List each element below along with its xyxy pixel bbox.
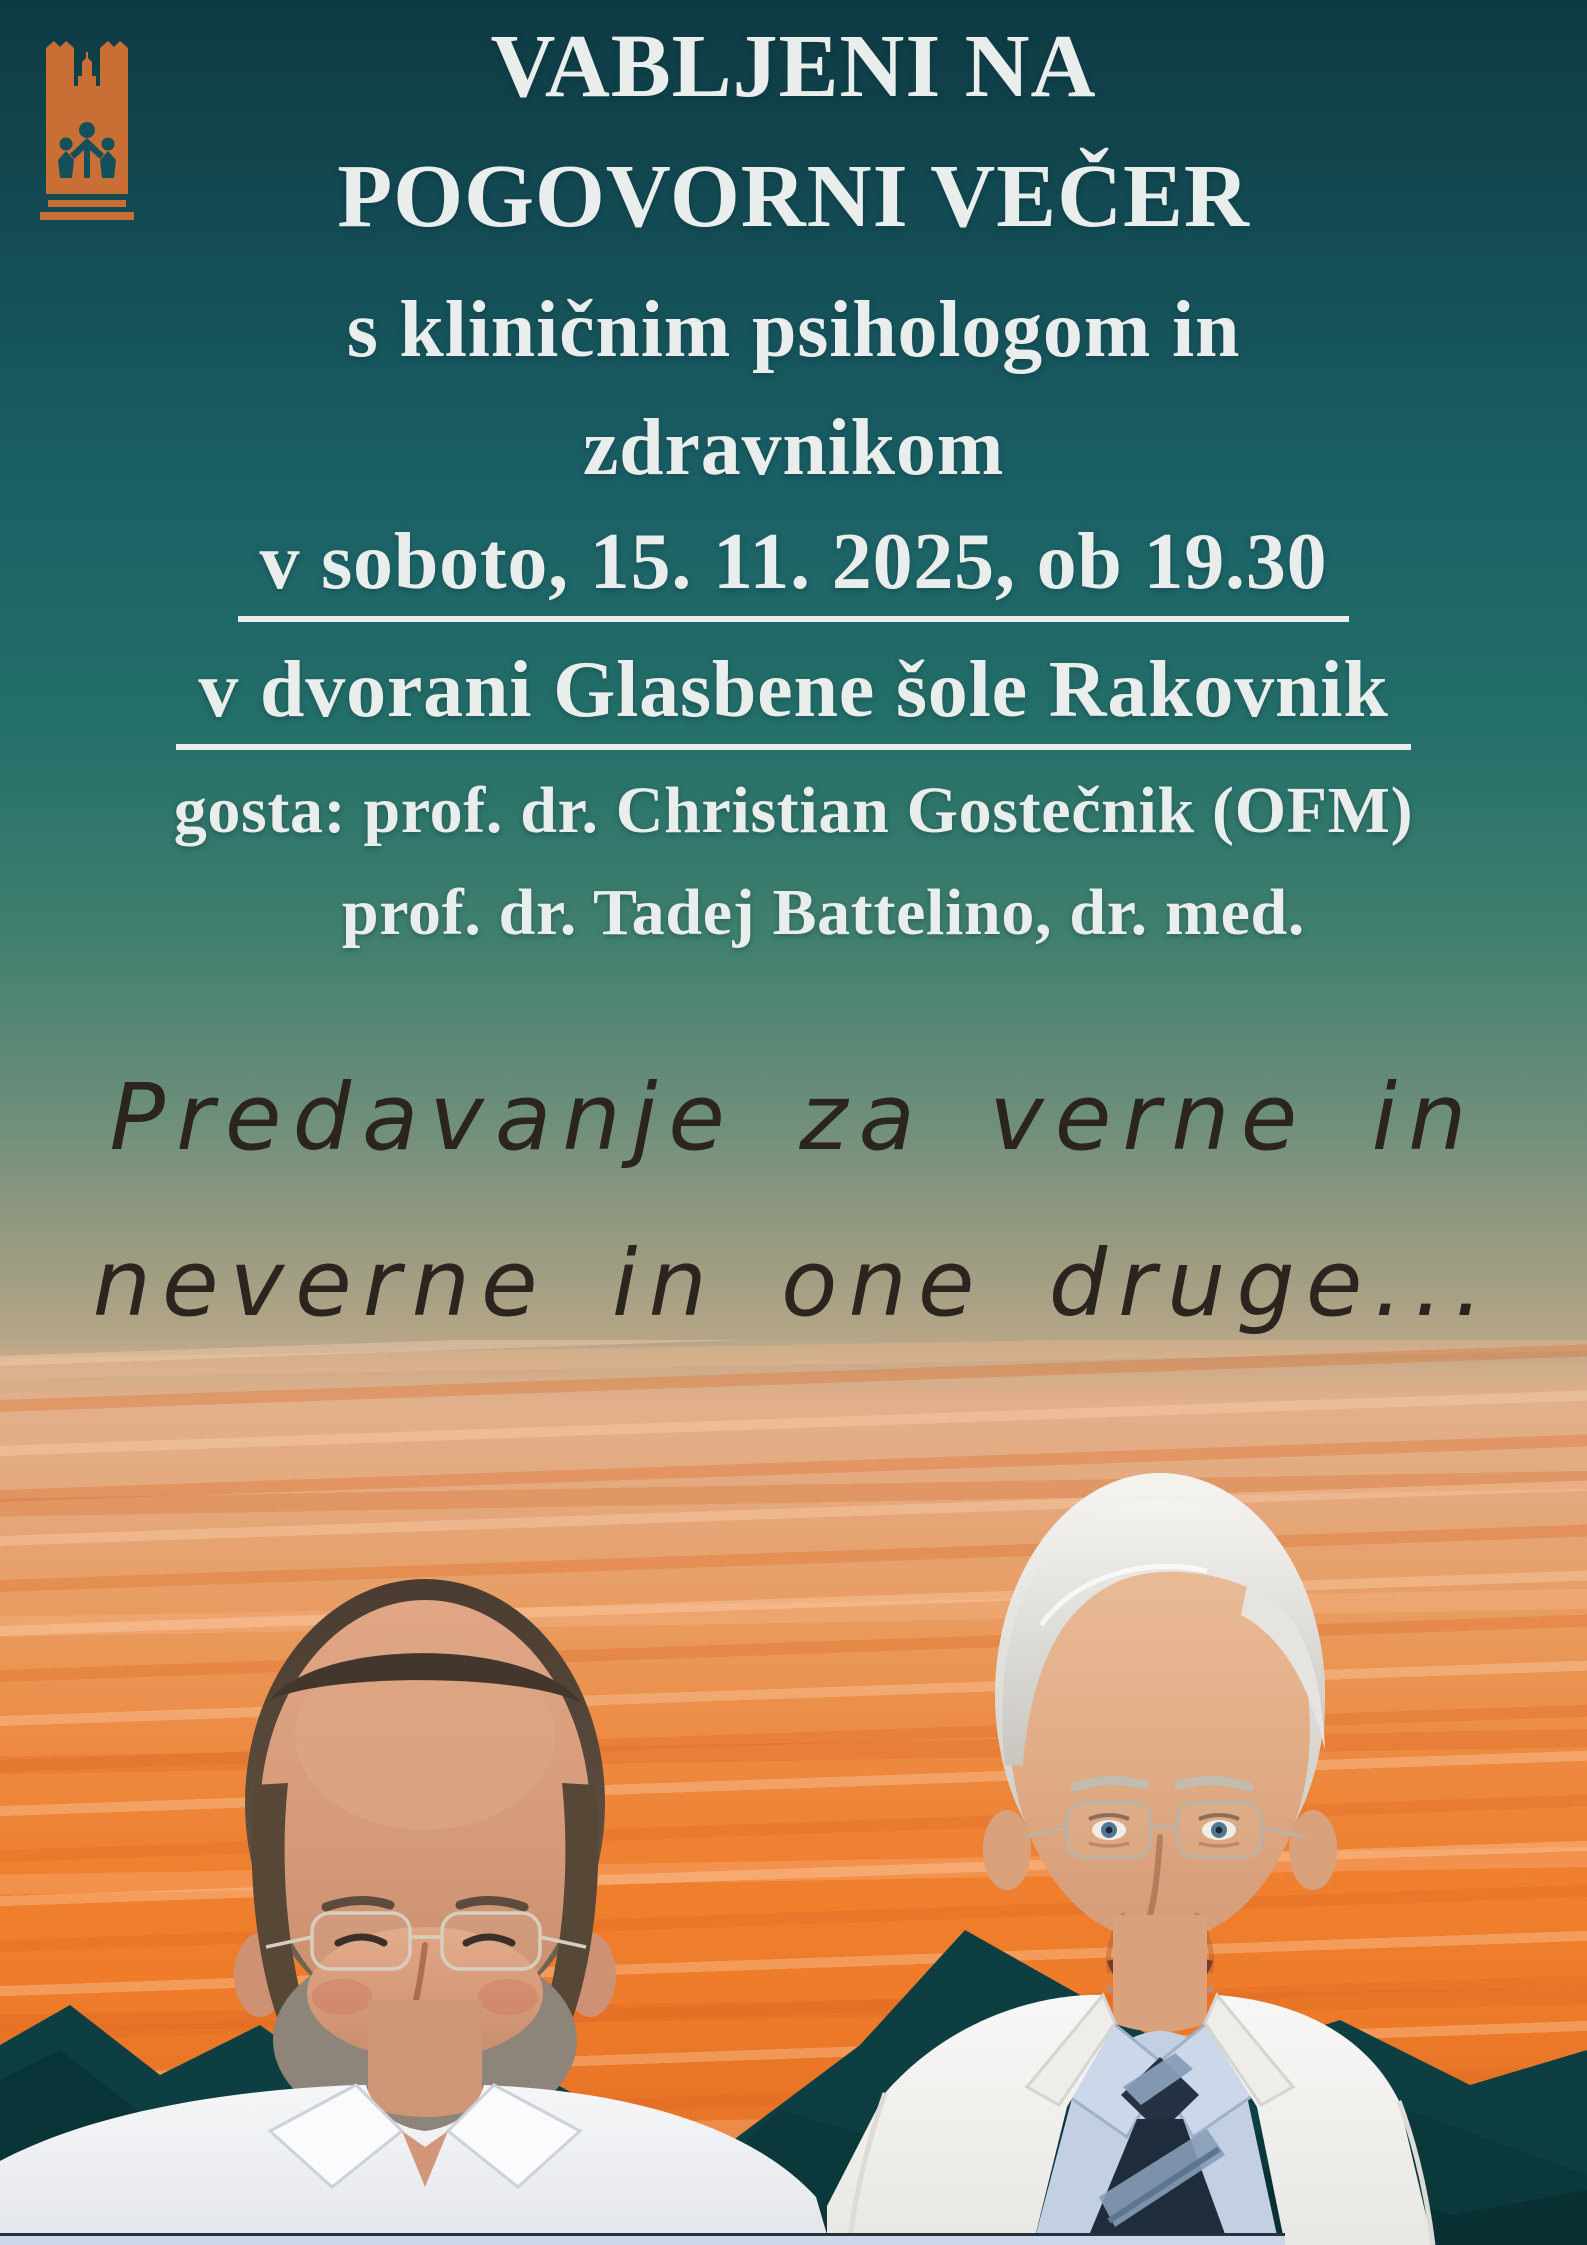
right-guest-photo bbox=[827, 1445, 1587, 2245]
left-guest-photo bbox=[0, 1545, 830, 2245]
photo-bottom-edge bbox=[0, 2233, 1285, 2245]
event-datetime: v soboto, 15. 11. 2025, ob 19.30 bbox=[0, 522, 1587, 622]
tagline-line-1: Predavanje za verne in bbox=[109, 1064, 1478, 1171]
event-venue: v dvorani Glasbene šole Rakovnik bbox=[0, 650, 1587, 750]
subtitle-line-1: s kliničnim psihologom in bbox=[346, 286, 1241, 374]
title-line-1: VABLJENI NA bbox=[490, 17, 1097, 116]
title-line-2: POGOVORNI VEČER bbox=[337, 147, 1250, 246]
man-with-beard-illustration bbox=[0, 1579, 830, 2245]
guests-line-2: prof. dr. Tadej Battelino, dr. med. bbox=[341, 876, 1306, 949]
tagline-line-2: neverne in one druge... bbox=[92, 1230, 1495, 1337]
guests-line-1: gosta: prof. dr. Christian Gostečnik (OFM) bbox=[173, 774, 1414, 847]
subtitle-line-2: zdravnikom bbox=[582, 404, 1005, 492]
doctor-illustration bbox=[827, 1473, 1587, 2245]
